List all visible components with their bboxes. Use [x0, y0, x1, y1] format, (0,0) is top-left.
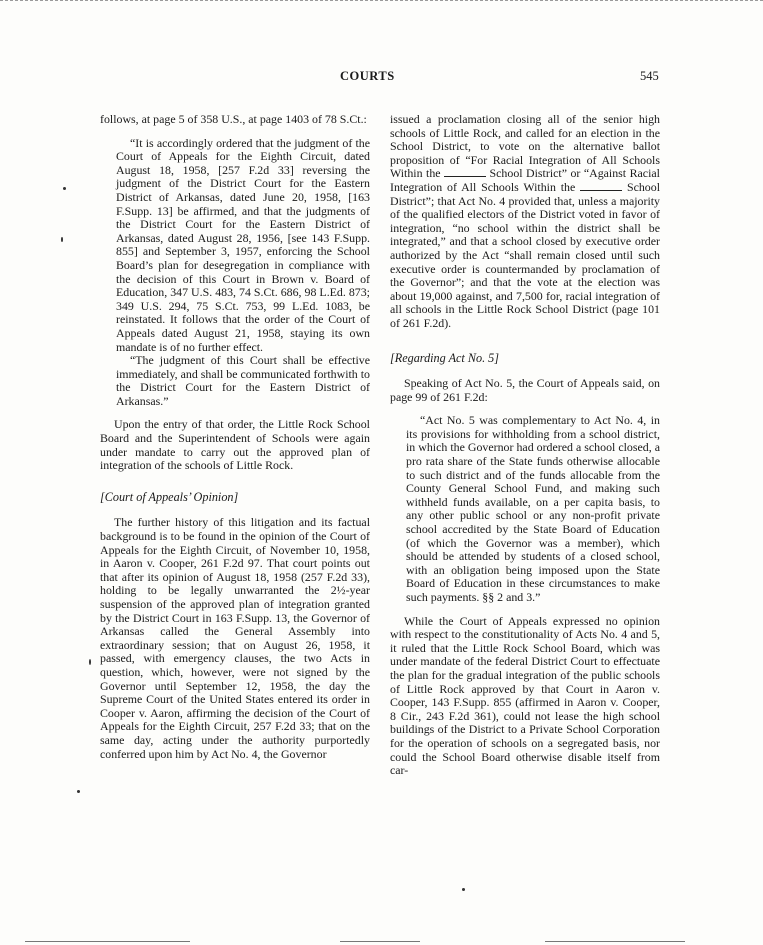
proclamation-text-mid: School District” or “Against Racial Integration of All Schools Within the: [390, 166, 660, 194]
proclamation-text-start: issued a proclamation closing all of the senior high schools of Little Rock, and called for an election in the School District, to vote on the alternative ballot proposition of “For Racial Integration of All Schools Within the: [390, 112, 660, 181]
block-quote-judgment: “The judgment of this Court shall be effective immediately, and shall be communicated forthwith to the District Court for the Eastern District of Arkansas.”: [116, 353, 370, 408]
scan-speck: [77, 790, 80, 793]
scan-speck: [462, 888, 465, 891]
running-head: COURTS: [340, 69, 395, 83]
left-column: [100, 113, 370, 761]
scan-bottom-edge: [340, 941, 420, 942]
section-heading-court-of-appeals-opinion: [Court of Appeals’ Opinion]: [100, 489, 239, 504]
scan-speck: [63, 187, 66, 190]
section-heading-regarding-act-5: [Regarding Act No. 5]: [390, 350, 500, 365]
paragraph-act-5-intro: Speaking of Act No. 5, the Court of Appeals said, on page 99 of 261 F.2d:: [390, 376, 660, 404]
paragraph-ruling: While the Court of Appeals expressed no opinion with respect to the constitutionality of Acts No. 4 and 5, it ruled that the Little Rock School Board, which was under mandate of the federal District Court to effectuate the plan for the gradual integration of the public schools of Little Rock approved by that Court in Aaron v. Cooper, 143 F.Supp. 855 (affirmed in Aaron v. Cooper, 8 Cir., 243 F.2d 361), could not lease the high school buildings of the District to a Private School Corporation for the operation of schools on a segregated basis, nor could the School Board otherwise disable itself from car-: [390, 613, 660, 778]
ballot-blank-line: [444, 167, 486, 177]
scan-bottom-edge: [545, 941, 685, 942]
paragraph-intro: follows, at page 5 of 358 U.S., at page 1403 of 78 S.Ct.:: [100, 112, 367, 126]
page-number: 545: [640, 69, 659, 83]
scan-top-edge: [0, 0, 763, 1]
scan-bottom-edge: [25, 941, 190, 942]
block-quote-order: “It is accordingly ordered that the judgment of the Court of Appeals for the Eighth Circuit, dated August 18, 1958, [257 F.2d 33] reversing the judgment of the District Court for the Eastern District of Arkansas, dated June 20, 1958, [163 F.Supp. 13] be affirmed, and that the judgments of the District Court for the Eastern District of Arkansas, dated August 28, 1956, [see 143 F.Supp. 855] and September 3, 1957, enforcing the School Board’s plan for desegregation in compliance with the decision of this Court in Brown v. Board of Education, 347 U.S. 483, 74 S.Ct. 686, 98 L.Ed. 873; 349 U.S. 294, 75 S.Ct. 753, 99 L.Ed. 1083, be reinstated. It follows that the order of the Court of Appeals dated August 21, 1958, staying its own mandate is of no further effect.: [116, 135, 370, 354]
block-quote-act-5: “Act No. 5 was complementary to Act No. 4, in its provisions for withholding from a school district, in which the Governor had ordered a school closed, a pro rata share of the State funds otherwise allocable to such district and of the funds allocable from the County General School Fund, and making such withheld funds available, on a per capita basis, to any other public school or any non-profit private school accredited by the State Board of Education (of which the Governor was a member), which should be attended by students of a closed school, with an obligation being imposed upon the State Board of Education in these circumstances to make such payments. §§ 2 and 3.”: [406, 413, 660, 604]
paragraph-proclamation: [390, 113, 660, 331]
scan-speck: [89, 659, 91, 665]
paragraph-mandate: Upon the entry of that order, the Little Rock School Board and the Superintendent of Schools were again under mandate to carry out the approved plan of integration of the schools of Little Rock.: [100, 417, 370, 473]
scan-speck: [61, 237, 63, 242]
paragraph-history: The further history of this litigation and its factual background is to be found in the opinion of the Court of Appeals for the Eighth Circuit, of November 10, 1958, in Aaron v. Cooper, 261 F.2d 97. That court points out that after its opinion of August 18, 1958 (257 F.2d 33), holding to be legally unwarranted the 2½-year suspension of the approved plan of integration granted by the District Court in 163 F.Supp. 13, the Governor of Arkansas called the General Assembly into extraordinary session; that on August 26, 1958, it passed, with emergency clauses, the two Acts in question, which, however, were not signed by the Governor until September 12, 1958, the day the Supreme Court of the United States entered its order in Cooper v. Aaron, affirming the decision of the Court of Appeals for the Eighth Circuit, 257 F.2d 33; that on the same day, acting under the authority purportedly conferred upon him by Act No. 4, the Governor: [100, 515, 370, 761]
right-column: [390, 113, 660, 778]
proclamation-text-end: School District”; that Act No. 4 provided that, unless a majority of the qualified electors of the District voted in favor of integration, “no school within the district shall be integrated,” and that a school closed by executive order authorized by the Act “shall remain closed until such executive order is countermanded by proclamation of the Governor”; and that the vote at the election was about 19,000 against, and 7,500 for, racial integration of all schools in the Little Rock School District (page 101 of 261 F.2d).: [390, 179, 660, 330]
ballot-blank-line: [580, 181, 622, 191]
